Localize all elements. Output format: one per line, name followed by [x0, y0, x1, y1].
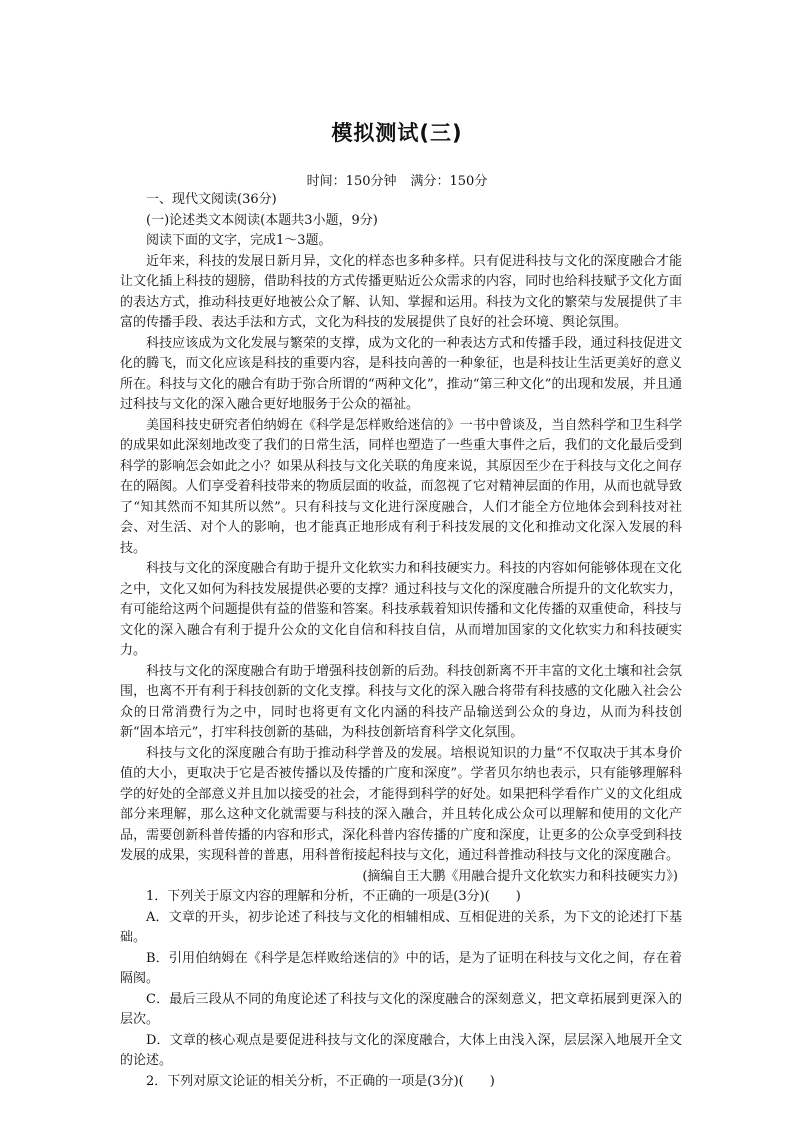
answer-option-c: C．最后三段从不同的角度论述了科技与文化的深度融合的深刻意义，把文章拓展到更深入的层次。: [120, 991, 682, 1027]
paragraph: 科技与文化的深度融合有助于增强科技创新的后劲。科技创新离不开丰富的文化土壤和社会氛围，也离不开有利于科技创新的文化支撑。科技与文化的深入融合将带有科技感的文化融入社会公众的日常消费行为之中，同时也将更有文化内涵的科技产品输送到公众的身边，从而为科技创新“固本培元”，打牢科技创新的基础，为科技创新培育科学文化氛围。: [120, 663, 682, 740]
exam-meta: [0, 172, 794, 192]
answer-option-d: D．文章的核心观点是要促进科技与文化的深度融合，大体上由浅入深，层层深入地展开全文的论述。: [120, 1032, 682, 1068]
page-title: 模拟测试(三): [331, 121, 463, 145]
answer-option-b: B．引用伯纳姆在《科学是怎样败给迷信的》中的话，是为了证明在科技与文化之间，存在着隔阂。: [120, 950, 682, 986]
question-stem: 1．下列关于原文内容的理解和分析，不正确的一项是(3分)( ): [146, 889, 521, 904]
paragraph: 近年来，科技的发展日新月异，文化的样态也多种多样。只有促进科技与文化的深度融合才能让文化插上科技的翅膀，借助科技的方式传播更贴近公众需求的内容，同时也给科技赋予文化方面的表达方式，推动科技更好地被公众了解、认知、掌握和运用。科技为文化的繁荣与发展提供了丰富的传播手段、表达手法和方式，文化为科技的发展提供了良好的社会环境、舆论氛围。: [120, 253, 682, 330]
question-stem: 2．下列对原文论证的相关分析，不正确的一项是(3分)( ): [146, 1073, 495, 1089]
paragraph: 科技与文化的深度融合有助于推动科学普及的发展。培根说知识的力量“不仅取决于其本身价值的大小，更取决于它是否被传播以及传播的广度和深度”。学者贝尔纳也表示，只有能够理解科学的好处的全部意义并且加以接受的社会，才能得到科学的好处。如果把科学看作广义的文化组成部分来理解，那么这种文化就需要与科技的深入融合，并且转化成公众可以理解和使用的文化产品，需要创新科普传播的内容和形式，深化科普内容传播的广度和深度，让更多的公众享受到科技发展的成果，实现科普的普惠，用科普衔接起科技与文化，通过科普推动科技与文化的深度融合。: [120, 745, 682, 863]
exam-time: 时间：150分钟: [306, 174, 397, 189]
source-citation: (摘编自王大鹏《用融合提升文化软实力和科技硬实力》): [362, 868, 678, 884]
section-heading: 一、现代文阅读(36分): [146, 192, 277, 207]
subsection-heading: (一)论述类文本阅读(本题共3小题，9分): [146, 212, 378, 228]
paragraph: 科技应该成为文化发展与繁荣的支撑，成为文化的一种表达方式和传播手段，通过科技促进文化的腾飞，而文化应该是科技的重要内容，是科技向善的一种象征，也是科技让生活更美好的意义所在。科技与文化的融合有助于弥合所谓的“两种文化”，推动“第三种文化”的出现和发展，并且通过科技与文化的深入融合更好地服务于公众的福祉。: [120, 335, 682, 412]
main-content: [120, 190, 682, 1092]
reading-instruction: 阅读下面的文字，完成1～3题。: [146, 233, 332, 248]
paragraph: 美国科技史研究者伯纳姆在《科学是怎样败给迷信的》一书中曾谈及，当自然科学和卫生科学的成果如此深刻地改变了我们的日常生活，同样也塑造了一些重大事件之后，我们的文化最后受到科学的影响怎会如此之小？如果从科技与文化关联的角度来说，其原因至少在于科技与文化之间存在的隔阂。人们享受着科技带来的物质层面的收益，而忽视了它对精神层面的作用，从而也就导致了“知其然而不知其所以然”。只有科技与文化进行深度融合，人们才能全方位地体会到科技对社会、对生活、对个人的影响，也才能真正地形成有利于科技发展的文化和推动文化深入发展的科技。: [120, 417, 682, 556]
paragraph: 科技与文化的深度融合有助于提升文化软实力和科技硬实力。科技的内容如何能够体现在文化之中，文化又如何为科技发展提供必要的支撑？通过科技与文化的深度融合所提升的文化软实力，有可能给这两个问题提供有益的借鉴和答案。科技承载着知识传播和文化传播的双重使命，科技与文化的深入融合有利于提升公众的文化自信和科技自信，从而增加国家的文化软实力和科技硬实力。: [120, 561, 682, 658]
exam-score: 满分：150分: [410, 174, 488, 189]
answer-option-a: A．文章的开头，初步论述了科技与文化的相辅相成、互相促进的关系，为下文的论述打下基础。: [120, 909, 682, 945]
